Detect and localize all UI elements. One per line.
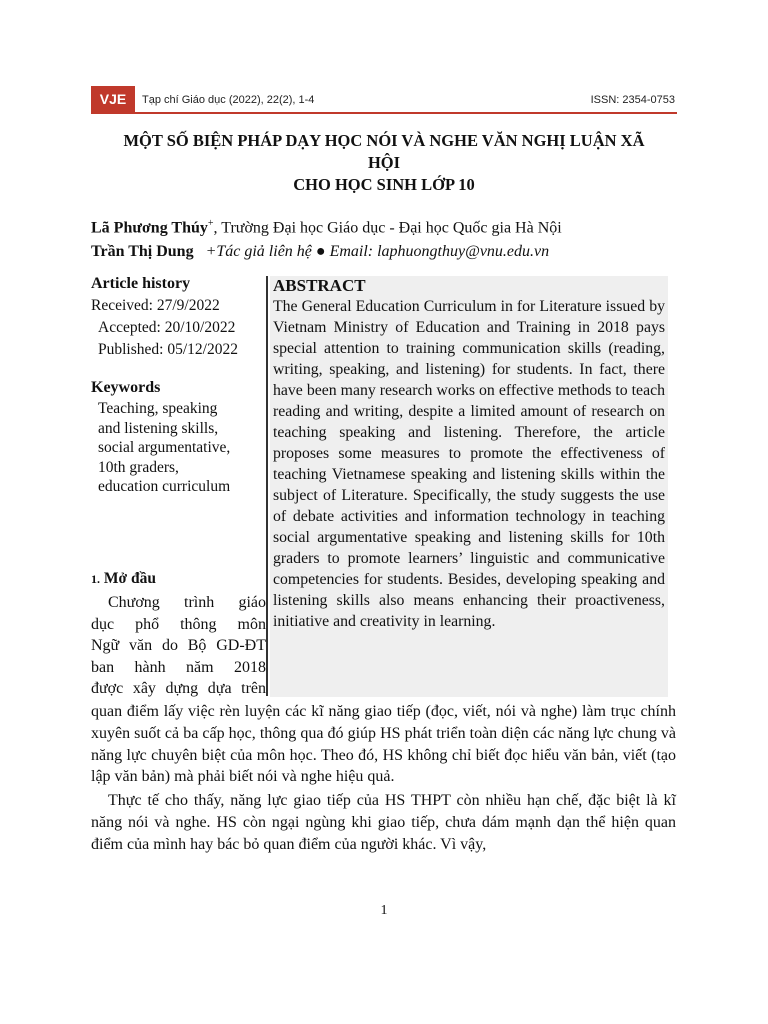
keyword-line: and listening skills,	[98, 419, 219, 437]
paper-title	[91, 130, 677, 196]
keyword-line: Teaching, speaking	[98, 400, 218, 417]
section-number: 1.	[91, 572, 100, 586]
body-text	[91, 701, 676, 856]
journal-badge: VJE	[91, 86, 135, 113]
intro-line: được xây dựng dựa trên	[91, 680, 266, 697]
keywords-heading: Keywords	[91, 379, 161, 396]
section-title: Mở đầu	[103, 570, 156, 587]
author-1-name: Lã Phương Thúy	[91, 219, 208, 237]
keyword-line: 10th graders,	[98, 458, 179, 476]
issn: ISSN: 2354-0753	[590, 94, 675, 106]
abstract-box	[270, 276, 668, 697]
column-divider	[266, 276, 268, 696]
accepted-date: Accepted: 20/10/2022	[98, 319, 236, 336]
intro-line: dục phổ thông môn	[91, 615, 266, 633]
journal-citation: Tạp chí Giáo dục (2022), 22(2), 1-4	[142, 94, 315, 106]
intro-line: Ngữ văn do Bộ GD-ĐT	[91, 637, 266, 654]
header-rule	[91, 112, 677, 114]
author-line-2	[91, 240, 677, 264]
corresponding-mark: +	[207, 218, 214, 229]
title-line-2: HỘI	[367, 153, 401, 172]
author-2-name: Trần Thị Dung	[91, 243, 194, 261]
title-line-1: MỘT SỐ BIỆN PHÁP DẠY HỌC NÓI VÀ NGHE VĂN NGHỊ LUẬN XÃ	[123, 131, 645, 150]
corresponding-email: +Tác giả liên hệ ● Email: laphuongthuy@vnu.edu.vn	[205, 243, 550, 261]
paragraph: Thực tế cho thấy, năng lực giao tiếp của HS THPT còn nhiều hạn chế, đặc biệt là kĩ năng nói và nghe. HS còn ngại ngùng khi giao tiếp, chưa dám mạnh dạn thể hiện quan điểm của mình hay bác bỏ quan điểm của người khác. Vì vậy,	[91, 792, 676, 853]
keyword-line: social argumentative,	[98, 439, 231, 456]
author-block	[91, 212, 677, 264]
author-line-1	[91, 212, 677, 240]
abstract-text: The General Education Curriculum in for Literature issued by Vietnam Ministry of Education and Training in 2018 pays special attention to training communication skills (reading, writing, speaking, and listening) for students. In fact, there have been many research works on effective methods to teach reading and writing, despite a limited amount of research on teaching speaking and listening. Therefore, the article proposes some measures to promote the effectiveness of teaching Vietnamese speaking and listening skills within the subject of Literature. Specifically, the study suggests the use of debate activities and information technology in teaching social argumentative speaking and listening skills for 10th graders to promote learners’ linguistic and communicative competencies for students. Besides, developing speaking and listening skills also means enhancing their proactiveness, initiative and creativity in learning.	[273, 298, 665, 630]
article-history-heading: Article history	[91, 275, 191, 292]
published-date: Published: 05/12/2022	[98, 341, 238, 358]
title-line-3: CHO HỌC SINH LỚP 10	[293, 175, 475, 194]
intro-line: ban hành năm 2018	[91, 658, 266, 676]
author-affiliation: , Trường Đại học Giáo dục - Đại học Quốc gia Hà Nội	[213, 219, 562, 237]
intro-line: Chương trình giáo	[108, 594, 266, 611]
article-info-column	[91, 273, 263, 497]
keyword-line: education curriculum	[98, 478, 231, 495]
received-date: Received: 27/9/2022	[91, 297, 220, 314]
abstract-heading: ABSTRACT	[273, 276, 366, 295]
section-heading	[91, 570, 156, 588]
page-number: 1	[380, 903, 388, 918]
intro-narrow-text	[91, 592, 266, 700]
paragraph: quan điểm lấy việc rèn luyện các kĩ năng giao tiếp (đọc, viết, nói và nghe) làm trục chính xuyên suốt cả ba cấp học, thông qua đó giúp HS phát triển toàn diện các năng lực chung và năng lực chuyên biệt của môn học. Theo đó, HS không chỉ biết đọc hiểu văn bản, viết (tạo lập văn bản) mà phải biết nói và nghe hiệu quả.	[91, 703, 676, 786]
